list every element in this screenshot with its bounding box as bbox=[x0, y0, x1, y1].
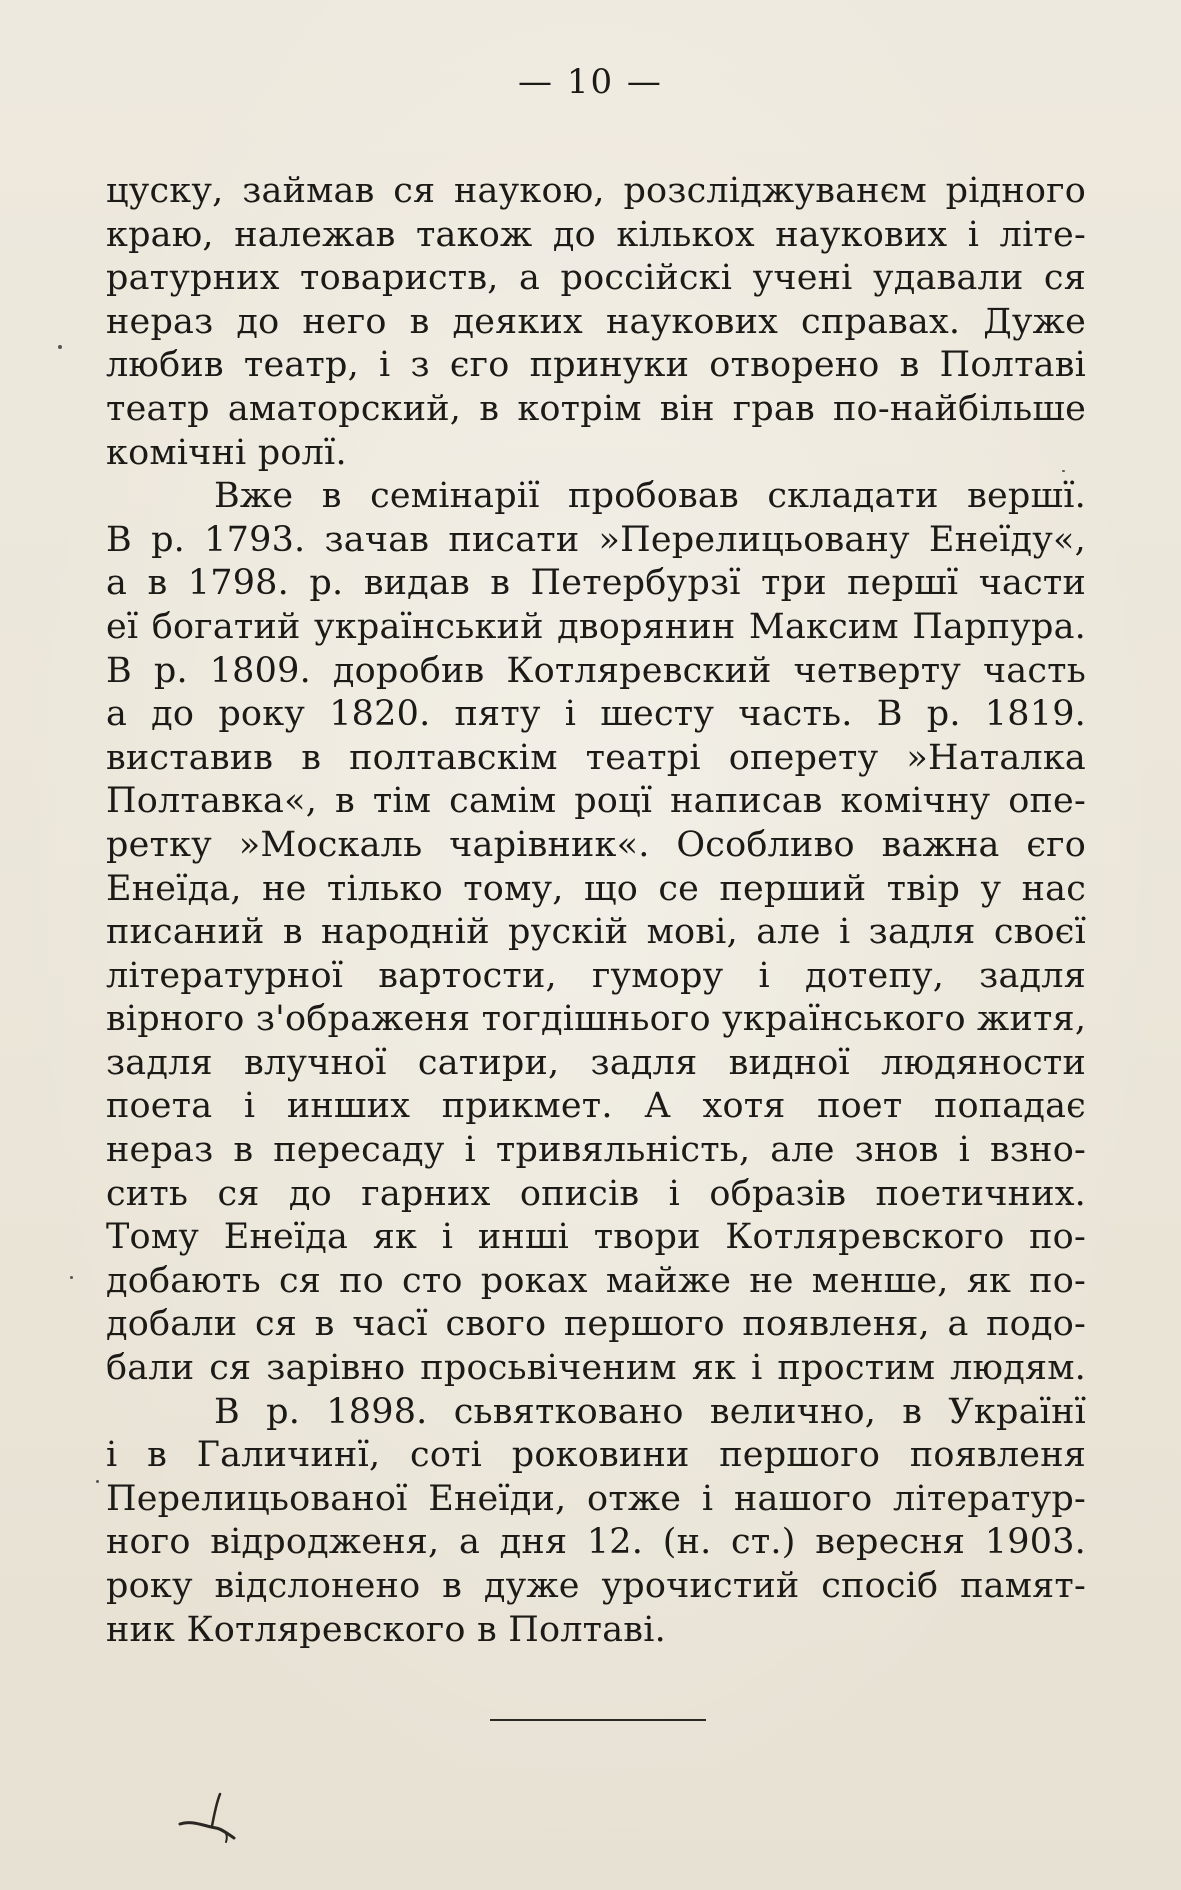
paragraph-1 bbox=[106, 170, 1086, 475]
text-line: В р. 1793. зачав писати »Перелицьовану Енеїду«, bbox=[106, 519, 1086, 560]
text-line: нераз в пересаду і тривяльність, але знов і взно- bbox=[106, 1130, 1086, 1171]
ink-mark-icon bbox=[178, 1790, 258, 1850]
text-line: літературної вартости, гумору і дотепу, задля bbox=[106, 955, 1086, 996]
text-line: Тому Енеїда як і инші твори Котляревского по- bbox=[106, 1217, 1086, 1258]
text-line: любив театр, і з єго принуки отворено в Полтаві bbox=[106, 345, 1086, 386]
text-line: добають ся по сто роках майже не менше, як по- bbox=[106, 1260, 1086, 1301]
text-line: еї богатий український дворянин Максим Парпура. bbox=[106, 606, 1086, 647]
text-line: виставив в полтавскім театрі оперету »Наталка bbox=[106, 737, 1086, 778]
text-line: сить ся до гарних описів і образів поетичних. bbox=[106, 1173, 1086, 1214]
paragraph-2 bbox=[106, 475, 1086, 1390]
text-line: ник Котляревского в Полтаві. bbox=[106, 1609, 666, 1650]
page-number: — 10 — bbox=[518, 62, 663, 102]
text-line: задля влучної сатири, задля видної людяности bbox=[106, 1042, 1086, 1083]
text-line: ратурних товариств, а россійскі учені удавали ся bbox=[106, 258, 1086, 299]
text-line: поета і инших прикмет. А хотя поет попадає bbox=[106, 1086, 1086, 1127]
text-line: Полтавка«, в тім самім роцї написав комічну опе- bbox=[106, 781, 1086, 822]
text-line: і в Галичинї, соті роковини першого появленя bbox=[106, 1435, 1086, 1476]
print-speck bbox=[58, 345, 62, 349]
text-line: Вже в семінарії пробовав складати вершї. bbox=[214, 476, 1086, 517]
closing-rule bbox=[490, 1719, 706, 1721]
text-line: В р. 1809. доробив Котляревский четверту часть bbox=[106, 650, 1086, 691]
text-line: Перелицьованої Енеїди, отже і нашого літератур- bbox=[106, 1478, 1086, 1519]
text-line: вірного з'ображеня тогдішнього українського житя, bbox=[106, 999, 1087, 1040]
print-speck bbox=[70, 1276, 73, 1279]
text-line: а в 1798. р. видав в Петербурзї три першї части bbox=[106, 563, 1086, 604]
text-line: комічні ролї. bbox=[106, 432, 347, 473]
paragraph-3 bbox=[106, 1391, 1086, 1653]
text-line: краю, належав також до кількох наукових і літе- bbox=[106, 214, 1086, 255]
print-speck bbox=[96, 1480, 99, 1483]
text-line: нераз до него в деяких наукових справах. Дуже bbox=[106, 301, 1086, 342]
text-line: а до року 1820. пяту і шесту часть. В р. 1819. bbox=[106, 694, 1086, 735]
text-line: ного відродженя, а дня 12. (н. ст.) вересня 1903. bbox=[106, 1522, 1086, 1563]
text-line: добали ся в часї свого першого появленя, а подо- bbox=[106, 1304, 1086, 1345]
text-line: В р. 1898. сьвятковано велично, в Українї bbox=[214, 1391, 1086, 1432]
text-line: театр аматорский, в котрім він грав по-найбільше bbox=[106, 388, 1086, 429]
print-speck bbox=[1062, 470, 1065, 472]
text-line: ретку »Москаль чарівник«. Особливо важна єго bbox=[106, 824, 1086, 865]
text-line: року відслонено в дуже урочистий спосіб памят- bbox=[106, 1566, 1086, 1606]
text-line: Енеїда, не тілько тому, що се перший твір у нас bbox=[106, 868, 1086, 909]
body-text bbox=[106, 170, 1086, 1652]
text-line: писаний в народній рускій мові, але і задля своєї bbox=[106, 912, 1086, 953]
text-line: бали ся зарівно просьвіченим як і простим людям. bbox=[106, 1348, 1086, 1389]
text-line: цуску, займав ся наукою, розсліджуванєм рідного bbox=[106, 171, 1086, 211]
